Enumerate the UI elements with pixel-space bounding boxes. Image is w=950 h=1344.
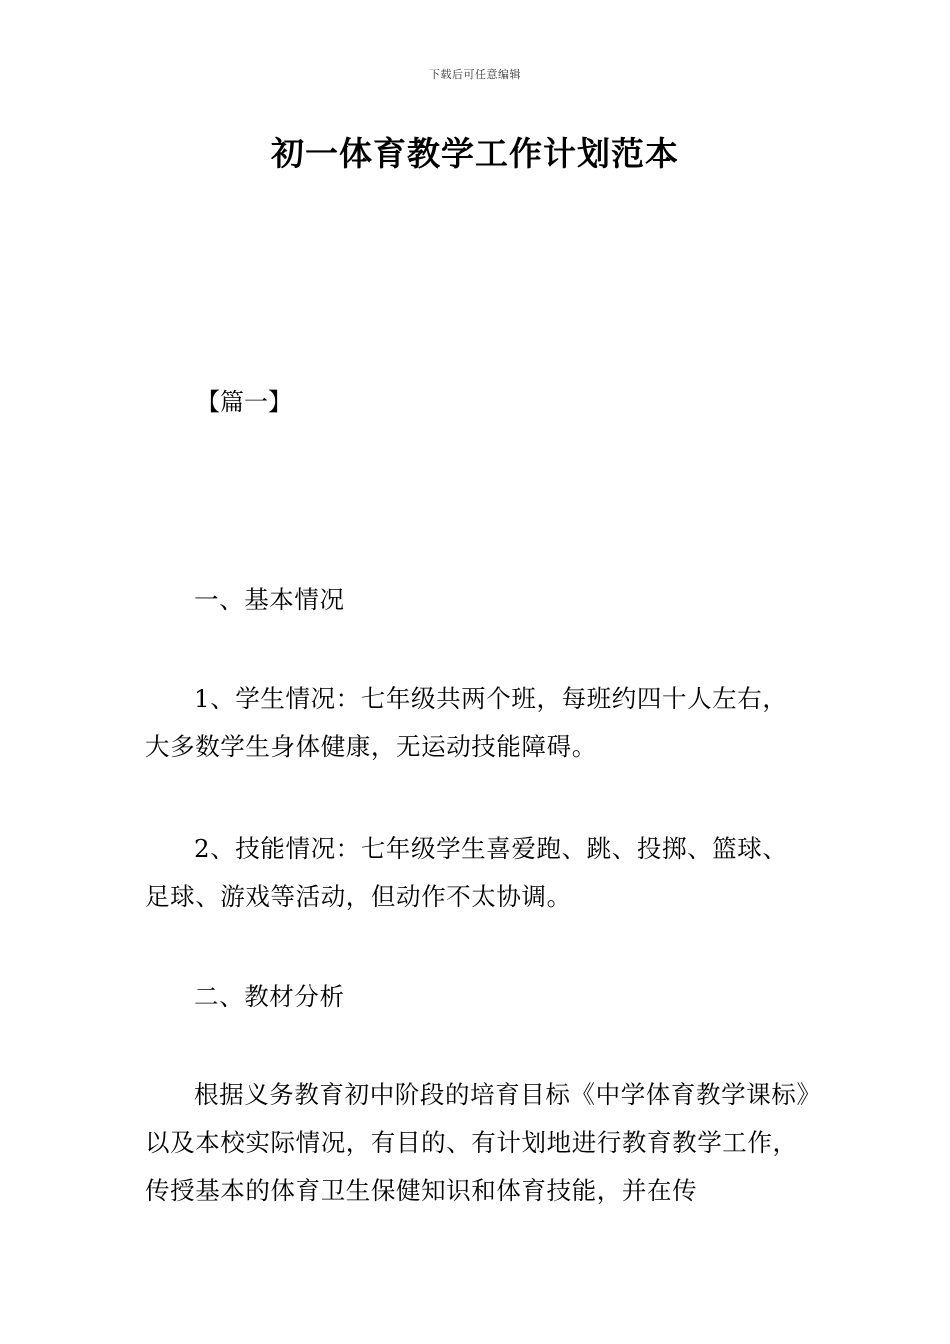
paragraph-students: 1、学生情况：七年级共两个班，每班约四十人左右，大多数学生身体健康，无运动技能障碍。 (145, 684, 788, 761)
paragraph-skills: 2、技能情况：七年级学生喜爱跑、跳、投掷、篮球、足球、游戏等活动，但动作不太协调。 (145, 834, 788, 911)
header-note: 下载后可任意编辑 (429, 68, 521, 81)
section-heading-basic: 一、基本情况 (194, 585, 345, 614)
section-heading-materials: 二、教材分析 (194, 982, 345, 1011)
section-tag: 【篇一】 (196, 388, 292, 416)
document-title: 初一体育教学工作计划范本 (271, 134, 679, 173)
paragraph-materials: 根据义务教育初中阶段的培育目标《中学体育教学课标》以及本校实际情况，有目的、有计划地进行教育教学工作，传授基本的体育卫生保健知识和体育技能，并在传 (145, 1080, 810, 1205)
